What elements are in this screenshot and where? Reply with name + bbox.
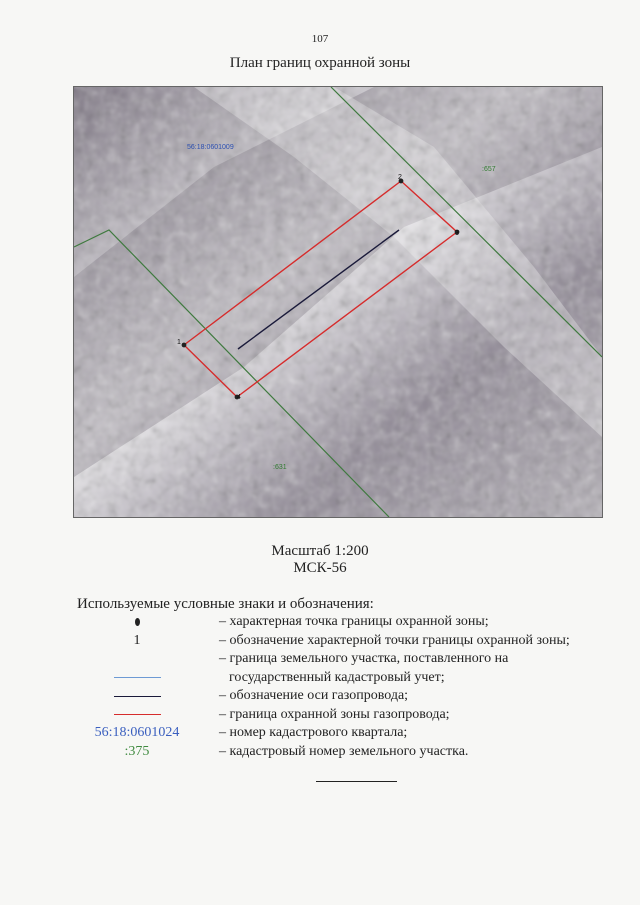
legend-desc: государственный кадастровый учет; [229, 669, 445, 685]
legend-row-parcel-boundary-cont [77, 669, 617, 688]
parcel-number-symbol: :375 [124, 743, 150, 759]
aerial-map [73, 86, 603, 518]
scale-block [0, 543, 640, 577]
point-label-symbol: 1 [133, 632, 141, 648]
point-1-label: 1 [177, 339, 181, 346]
legend-desc: – граница охранной зоны газопровода; [219, 706, 450, 722]
map-svg [74, 87, 602, 517]
parcel-label-631: :631 [273, 464, 287, 471]
legend-row-quarter-number [77, 724, 617, 743]
pipeline-axis-line-icon [114, 696, 161, 697]
legend-row-pipeline-axis [77, 687, 617, 706]
point-4-label: 4 [237, 394, 241, 401]
legend-desc: – характерная точка границы охранной зоны; [219, 614, 489, 629]
page-title: План границ охранной зоны [229, 55, 411, 71]
cadastral-quarter-label: 56:18:0601009 [187, 144, 234, 151]
point-1-marker [182, 343, 187, 348]
map-noise [74, 87, 602, 517]
crs-text: МСК-56 [293, 560, 347, 576]
legend-desc: – обозначение характерной точки границы охранной зоны; [219, 632, 570, 648]
scale-text: Масштаб 1:200 [271, 543, 369, 559]
quarter-number-symbol: 56:18:0601024 [94, 725, 180, 740]
legend-title: Используемые условные знаки и обозначения: [77, 596, 374, 612]
legend-desc: – обозначение оси газопровода; [219, 688, 409, 703]
legend-row-parcel-boundary [77, 650, 617, 669]
point-symbol-icon [135, 618, 140, 626]
point-2-label: 2 [398, 174, 402, 181]
legend-row-parcel-number [77, 743, 617, 762]
legend [77, 613, 617, 761]
parcel-label-657: :657 [482, 166, 496, 173]
legend-row-point [77, 613, 617, 632]
footer-divider [316, 781, 397, 782]
point-3-label: 3 [455, 230, 459, 237]
parcel-boundary-line-icon [114, 677, 161, 678]
legend-desc: – кадастровый номер земельного участка. [219, 743, 469, 759]
zone-boundary-line-icon [114, 714, 161, 715]
legend-row-zone-boundary [77, 706, 617, 725]
legend-desc: – номер кадастрового квартала; [219, 725, 408, 740]
legend-desc: – граница земельного участка, поставленного на [219, 651, 509, 666]
page-number: 107 [311, 33, 329, 45]
legend-row-point-label [77, 632, 617, 651]
